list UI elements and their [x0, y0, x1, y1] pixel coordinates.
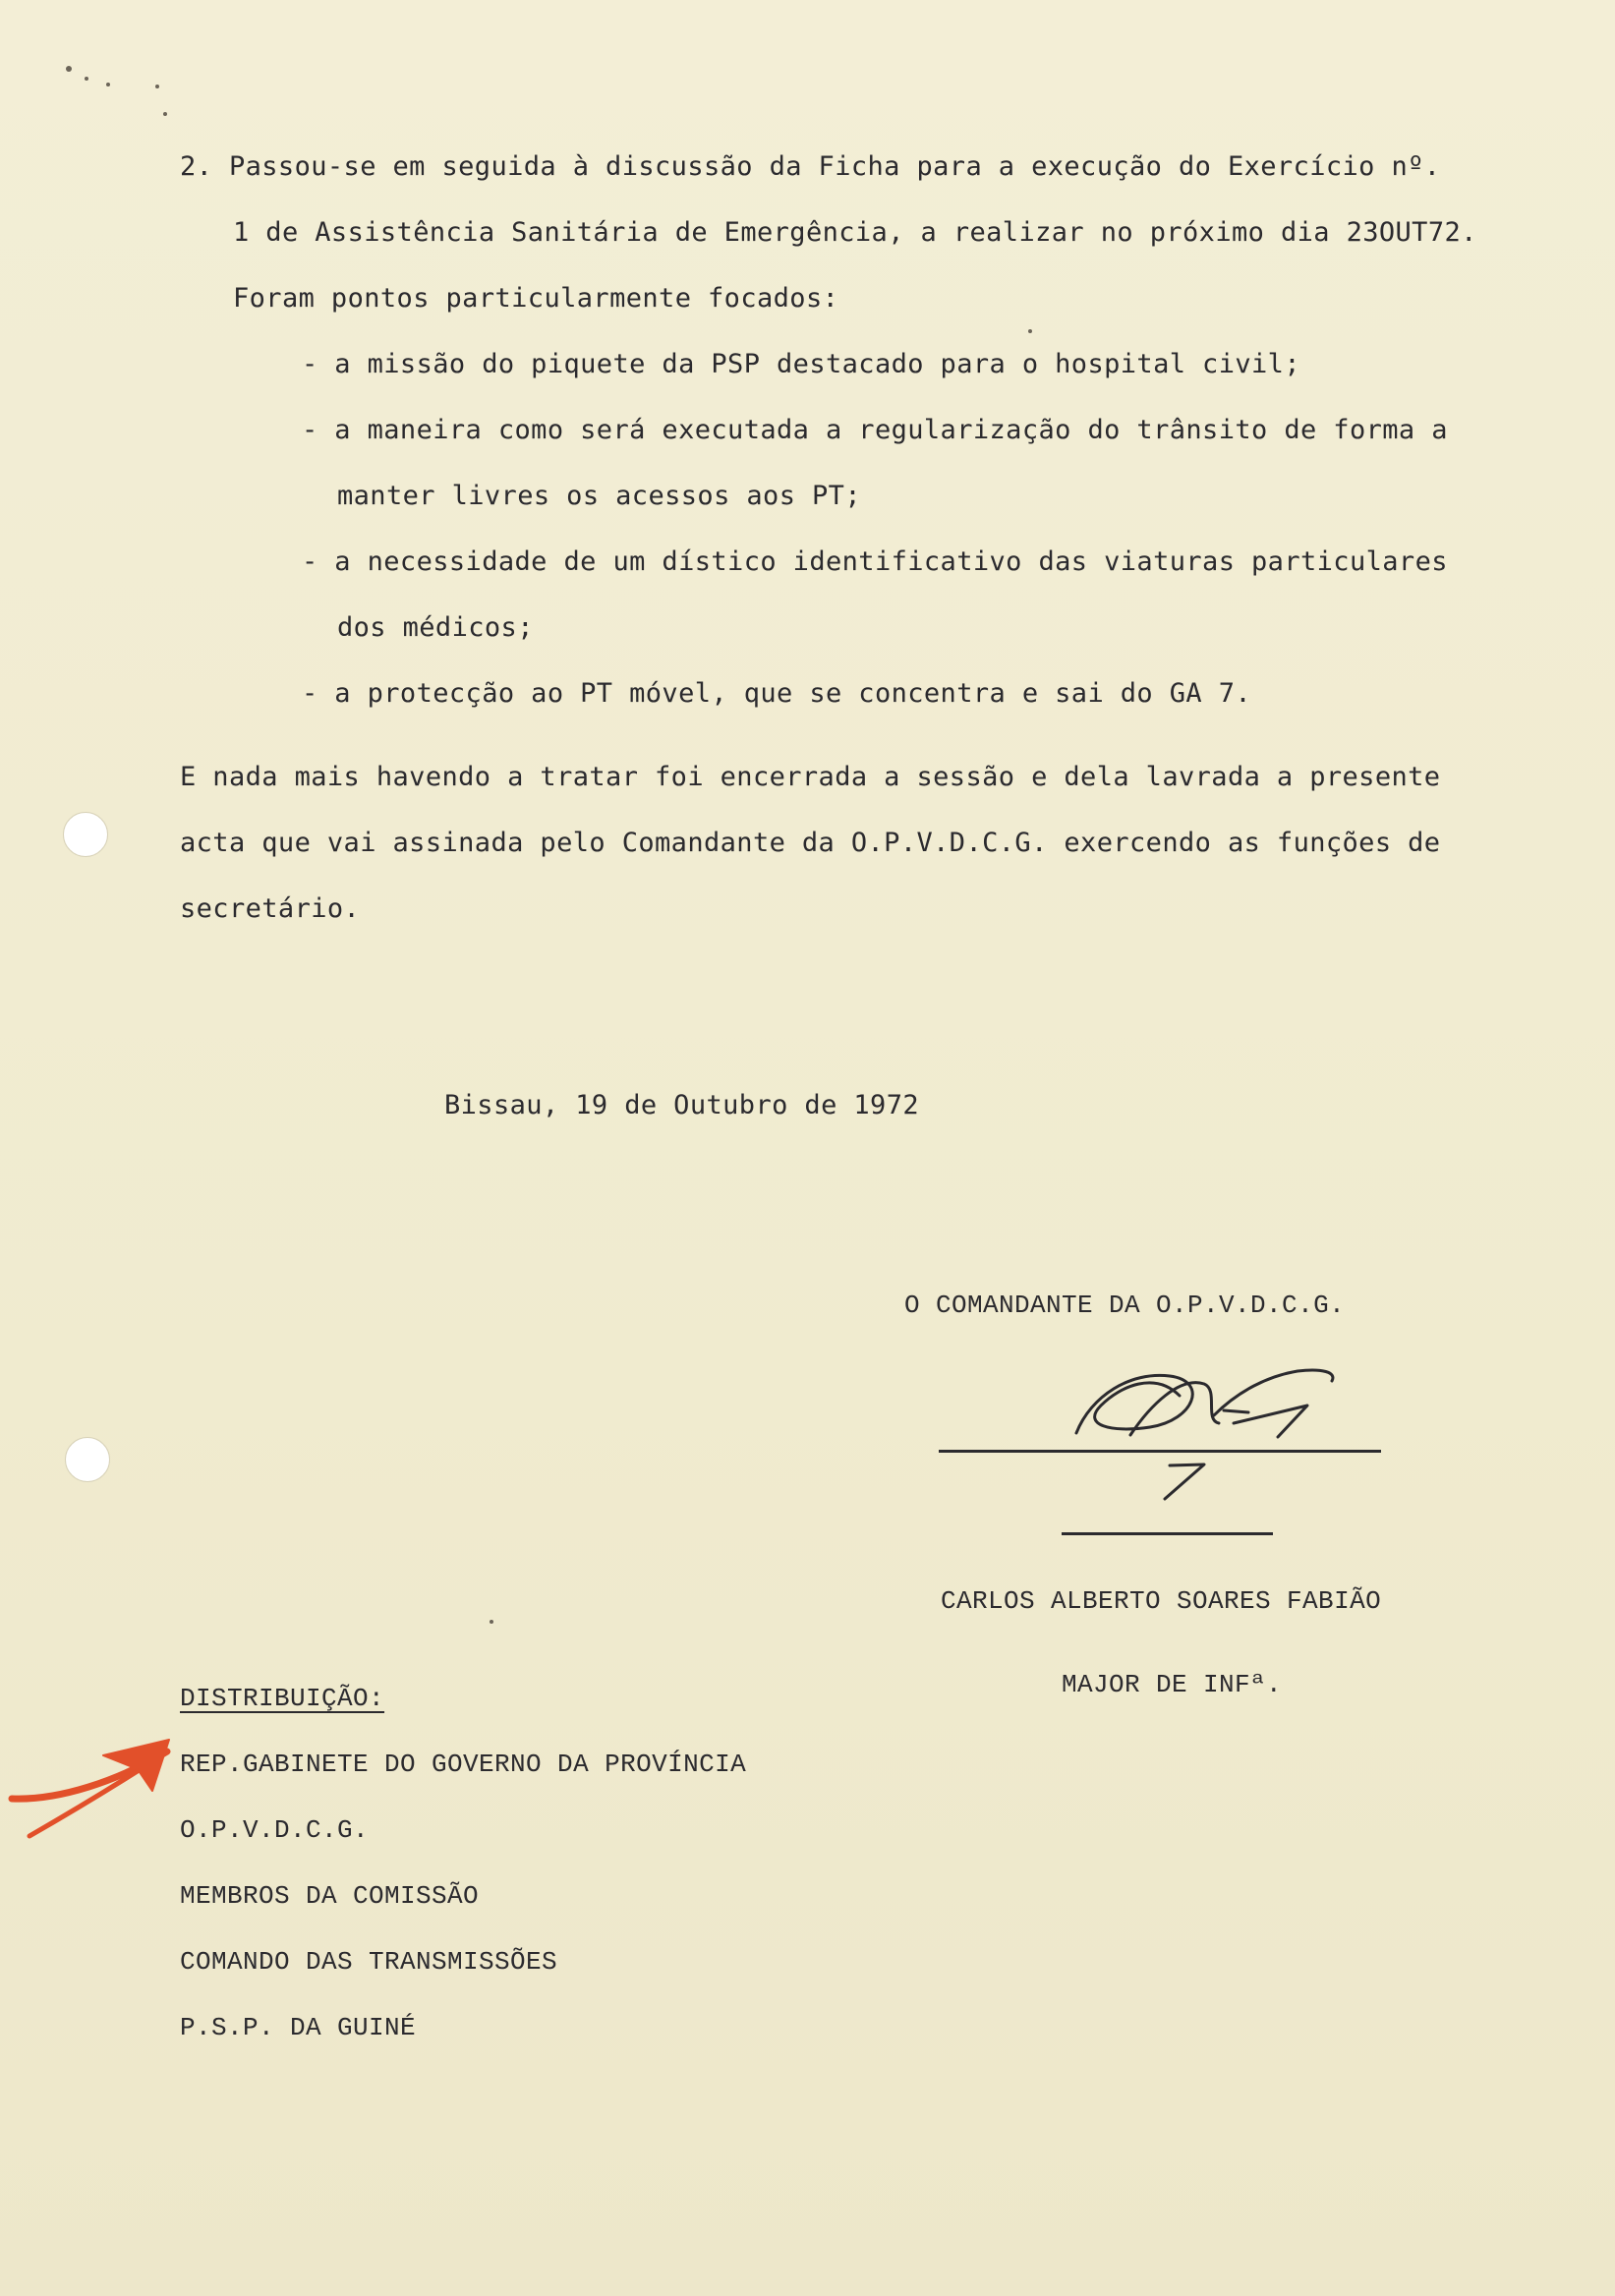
closing-line-1: E nada mais havendo a tratar foi encerrada a sessão e dela lavrada a presente: [180, 762, 1441, 792]
bullet-3-line-2: dos médicos;: [337, 612, 534, 643]
bullet-1: - a missão do piquete da PSP destacado para o hospital civil;: [302, 349, 1300, 379]
item2-line-1: 2. Passou-se em seguida à discussão da Ficha para a execução do Exercício nº.: [180, 151, 1441, 182]
distribution-item: COMANDO DAS TRANSMISSÕES: [180, 1947, 558, 1977]
distribution-item: O.P.V.D.C.G.: [180, 1815, 370, 1845]
closing-line-3: secretário.: [180, 893, 361, 924]
bullet-2-line-2: manter livres os acessos aos PT;: [337, 481, 861, 511]
signature-title: O COMANDANTE DA O.P.V.D.C.G.: [904, 1291, 1346, 1320]
bullet-3-line-1: - a necessidade de um dístico identificativo das viaturas particulares: [302, 546, 1448, 577]
place-date: Bissau, 19 de Outubro de 1972: [444, 1090, 920, 1120]
item2-line-2: 1 de Assistência Sanitária de Emergência, a realizar no próximo dia 23OUT72.: [233, 217, 1477, 248]
signatory-rank: MAJOR DE INFª.: [1062, 1670, 1283, 1699]
bullet-4: - a protecção ao PT móvel, que se concentra e sai do GA 7.: [302, 678, 1252, 709]
distribution-item: P.S.P. DA GUINÉ: [180, 2013, 417, 2042]
closing-line-2: acta que vai assinada pelo Comandante da O.P.V.D.C.G. exercendo as funções de: [180, 828, 1441, 858]
distribution-item: REP.GABINETE DO GOVERNO DA PROVÍNCIA: [180, 1750, 747, 1779]
handwritten-signature: [1076, 1370, 1333, 1499]
paper-specks: [66, 66, 1032, 1624]
red-arrow-icon: [12, 1740, 169, 1836]
signatory-name: CARLOS ALBERTO SOARES FABIÃO: [941, 1586, 1382, 1616]
item2-line-3: Foram pontos particularmente focados:: [233, 283, 839, 314]
bullet-2-line-1: - a maneira como será executada a regularização do trânsito de forma a: [302, 415, 1448, 445]
distribution-item: MEMBROS DA COMISSÃO: [180, 1881, 480, 1911]
distribution-heading: DISTRIBUIÇÃO:: [180, 1684, 385, 1713]
